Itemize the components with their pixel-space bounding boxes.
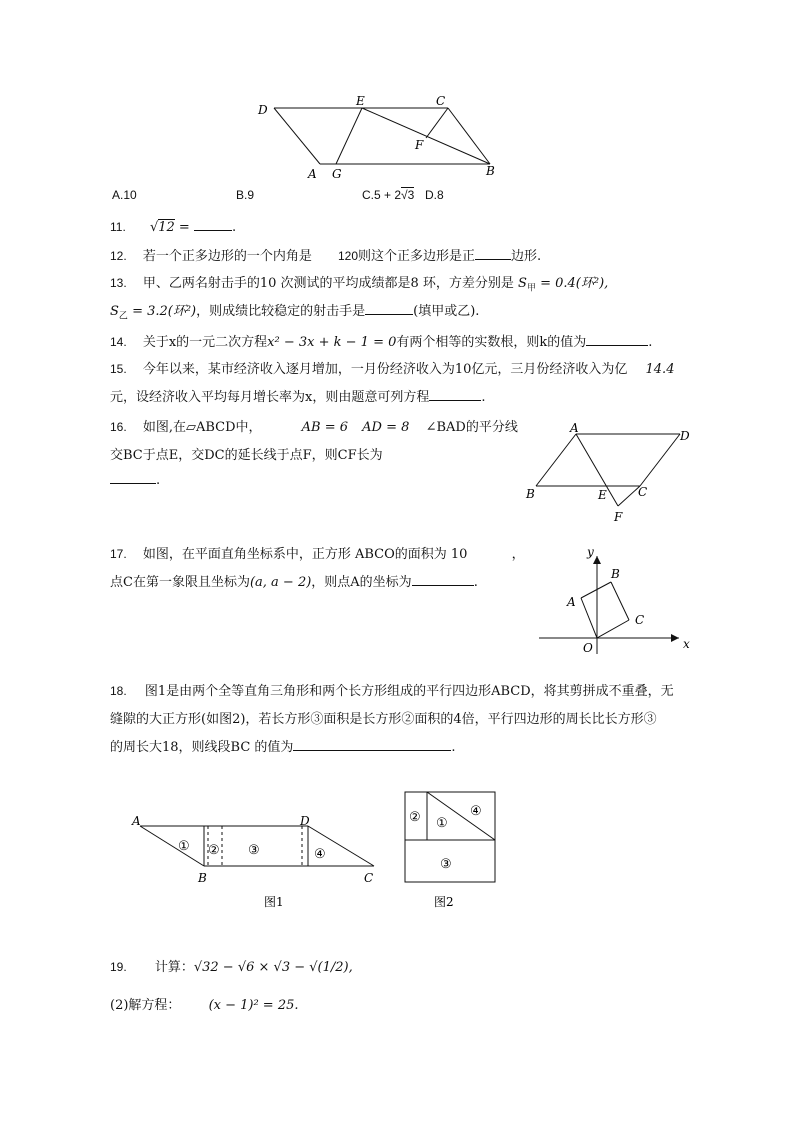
q11-number: 11. bbox=[110, 220, 126, 234]
fig2-caption: 图2 bbox=[434, 895, 454, 909]
q17-segment-oa bbox=[581, 598, 597, 638]
fig1-region-4: ④ bbox=[314, 847, 326, 862]
q16-ab: AB = 6 bbox=[301, 420, 349, 435]
q18-end: . bbox=[451, 740, 456, 755]
q13-number: 13. bbox=[110, 276, 127, 290]
q16-label-f: F bbox=[614, 510, 623, 524]
q16-segment-cf bbox=[618, 486, 640, 506]
segment-cf bbox=[426, 108, 448, 138]
q17-label-o: O bbox=[583, 641, 593, 655]
q18-text-line1: 图1是由两个全等直角三角形和两个长方形组成的平行四边形ABCD，将其剪拼成不重叠，无 bbox=[144, 684, 674, 699]
q17-text-pre: 如图，在平面直角坐标系中，正方形 ABCO的面积为 10 bbox=[142, 547, 468, 562]
q19-expression: √32 − √6 × √3 − √(1/2), bbox=[193, 960, 353, 975]
q13-text-post: (填甲或乙). bbox=[413, 304, 480, 319]
q13-val-jia: = 0.4(环²), bbox=[540, 276, 609, 291]
q18-number: 18. bbox=[110, 684, 127, 698]
option-b: B.9 bbox=[236, 188, 255, 202]
question-12 bbox=[110, 245, 541, 264]
fig1-label-c: C bbox=[364, 871, 374, 885]
option-c-text: C.5 + 2 bbox=[362, 188, 402, 202]
q17-number: 17. bbox=[110, 547, 127, 561]
fig1-label-d: D bbox=[300, 814, 310, 828]
q17-coord: (a, a − 2) bbox=[249, 575, 312, 590]
question-14 bbox=[110, 331, 652, 350]
label-a: A bbox=[308, 167, 317, 181]
q13-text-line1: 甲、乙两名射击手的10 次测试的平均成绩都是8 环，方差分别是 bbox=[142, 276, 514, 291]
segment-da bbox=[274, 108, 320, 164]
question-17-line1 bbox=[110, 543, 525, 562]
q14-equation: x² − 3x + k − 1 = 0 bbox=[267, 335, 397, 350]
q11-answer-blank[interactable] bbox=[194, 218, 232, 231]
fig1-caption: 图1 bbox=[264, 895, 284, 909]
fig2-region-1: ① bbox=[436, 816, 448, 831]
fig1-region-1: ① bbox=[178, 839, 190, 854]
q15-answer-blank[interactable] bbox=[429, 388, 481, 401]
question-15-line2 bbox=[110, 386, 485, 405]
fig1-region-2: ② bbox=[208, 843, 220, 858]
question-15-line1 bbox=[110, 358, 674, 377]
fig1-label-b: B bbox=[198, 871, 207, 885]
q14-answer-blank[interactable] bbox=[586, 333, 648, 346]
q17-text-line2a: 点C在第一象限且坐标为 bbox=[110, 575, 250, 590]
q16-answer-blank[interactable] bbox=[110, 471, 156, 484]
q17-coordinate-figure bbox=[535, 546, 695, 658]
question-16-line1 bbox=[110, 416, 518, 435]
q16-segment-ab bbox=[536, 434, 576, 486]
q16-segment-dc bbox=[640, 434, 680, 486]
q13-sub-yi: 乙 bbox=[118, 311, 128, 322]
q11-equals: = bbox=[178, 220, 190, 235]
q17-comma: ， bbox=[511, 547, 525, 562]
question-11: 11. √12 = . bbox=[110, 220, 237, 235]
q12-text-pre: 若一个正多边形的一个内角是 bbox=[142, 249, 312, 264]
label-b: B bbox=[486, 164, 495, 178]
question-16-line2: 交BC于点E，交DC的延长线于点F，则CF长为 bbox=[110, 448, 383, 463]
q13-answer-blank[interactable] bbox=[365, 302, 413, 315]
q12-text-post: 边形. bbox=[511, 249, 542, 264]
q16-label-c: C bbox=[638, 485, 648, 499]
q12-number: 12. bbox=[110, 249, 127, 263]
fig1-label-a: A bbox=[132, 814, 141, 828]
q16-text-pre: 如图,在▱ABCD中， bbox=[142, 420, 262, 435]
q18-figure-2 bbox=[400, 788, 502, 912]
option-d: D.8 bbox=[425, 188, 444, 202]
option-c: C.5 + 2√3 bbox=[362, 188, 415, 202]
q17-x-arrow bbox=[671, 634, 679, 642]
top-parallelogram-figure bbox=[250, 92, 510, 182]
q16-ad: AD = 8 bbox=[362, 420, 410, 435]
q18-answer-blank[interactable] bbox=[293, 738, 451, 751]
q17-y-arrow bbox=[593, 556, 601, 564]
q15-text-line1: 今年以来，某市经济收入逐月增加，一月份经济收入为10亿元，三月份经济收入为亿 bbox=[142, 362, 628, 377]
q14-text-pre: 关于x的一元二次方程 bbox=[142, 335, 268, 350]
q17-end: . bbox=[473, 575, 478, 590]
label-e: E bbox=[356, 94, 365, 108]
q15-end: . bbox=[481, 390, 486, 405]
fig2-region-4: ④ bbox=[470, 804, 482, 819]
question-13-line2 bbox=[110, 300, 479, 322]
q16-end: . bbox=[156, 473, 161, 488]
q16-angle: ∠BAD的平分线 bbox=[425, 420, 518, 435]
q14-end: . bbox=[648, 335, 653, 350]
q17-label-b: B bbox=[611, 567, 620, 581]
segment-cb bbox=[448, 108, 490, 164]
q15-number: 15. bbox=[110, 362, 127, 376]
question-19-line2 bbox=[110, 994, 299, 1013]
q17-segment-co bbox=[597, 620, 629, 638]
q16-label-d: D bbox=[680, 429, 690, 443]
label-c: C bbox=[436, 94, 446, 108]
option-c-radicand: 3 bbox=[407, 188, 415, 202]
q17-text-line2b: ，则点A的坐标为 bbox=[311, 575, 412, 590]
q17-label-c: C bbox=[635, 613, 645, 627]
label-g: G bbox=[332, 167, 342, 181]
fig2-region-3: ③ bbox=[440, 857, 452, 872]
question-13-line1 bbox=[110, 272, 608, 294]
q14-text-post: 有两个相等的实数根，则k的值为 bbox=[396, 335, 587, 350]
q16-label-e: E bbox=[598, 488, 607, 502]
fig1-region-3: ③ bbox=[248, 843, 260, 858]
question-19-line1 bbox=[110, 956, 353, 975]
q13-sub-jia: 甲 bbox=[526, 283, 536, 294]
q16-figure bbox=[520, 420, 700, 530]
label-f: F bbox=[415, 138, 424, 152]
q19-label: 计算： bbox=[154, 960, 194, 975]
q16-number: 16. bbox=[110, 420, 127, 434]
q13-s-jia: S bbox=[518, 276, 527, 291]
question-18-line1 bbox=[110, 680, 674, 699]
fig1-segment-ab bbox=[140, 826, 204, 866]
q12-answer-blank[interactable] bbox=[475, 247, 511, 260]
q13-text-mid: ，则成绩比较稳定的射击手是 bbox=[196, 304, 366, 319]
q17-label-a: A bbox=[567, 595, 576, 609]
q15-text-line2: 元，设经济收入平均每月增长率为x，则由题意可列方程 bbox=[110, 390, 430, 405]
q15-value: 14.4 bbox=[645, 362, 675, 377]
q19-number: 19. bbox=[110, 960, 127, 974]
q16-label-b: B bbox=[526, 487, 535, 501]
q12-value: 120 bbox=[337, 249, 359, 263]
q17-answer-blank[interactable] bbox=[412, 573, 474, 586]
segment-eb bbox=[362, 108, 490, 164]
option-a: A.10 bbox=[112, 188, 137, 202]
q17-label-y: y bbox=[587, 546, 594, 559]
q13-s-yi: S bbox=[110, 304, 119, 319]
q16-segment-af bbox=[576, 434, 618, 506]
q12-text-mid: 则这个正多边形是正 bbox=[358, 249, 476, 264]
q11-radicand: 12 bbox=[158, 220, 175, 235]
label-d: D bbox=[258, 103, 268, 117]
q17-label-x: x bbox=[683, 637, 690, 651]
q16-label-a: A bbox=[570, 421, 579, 435]
fig2-region-2: ② bbox=[409, 810, 421, 825]
q19-sub2-label: (2)解方程： bbox=[110, 998, 181, 1013]
q18-text-line3: 的周长大18，则线段BC 的值为 bbox=[110, 740, 294, 755]
question-17-line2 bbox=[110, 571, 478, 590]
segment-eg bbox=[336, 108, 362, 164]
q17-segment-ab bbox=[581, 582, 611, 598]
question-16-line3 bbox=[110, 471, 160, 488]
question-18-line2: 缝隙的大正方形(如图2)，若长方形③面积是长方形②面积的4倍，平行四边形的周长比长方形③ bbox=[110, 712, 657, 727]
q19-equation: (x − 1)² = 25. bbox=[208, 998, 299, 1013]
q18-figure-1 bbox=[128, 812, 388, 912]
q14-number: 14. bbox=[110, 335, 127, 349]
q13-val-yi: = 3.2(环²) bbox=[132, 304, 197, 319]
question-18-line3 bbox=[110, 736, 456, 755]
q17-segment-bc bbox=[611, 582, 629, 620]
